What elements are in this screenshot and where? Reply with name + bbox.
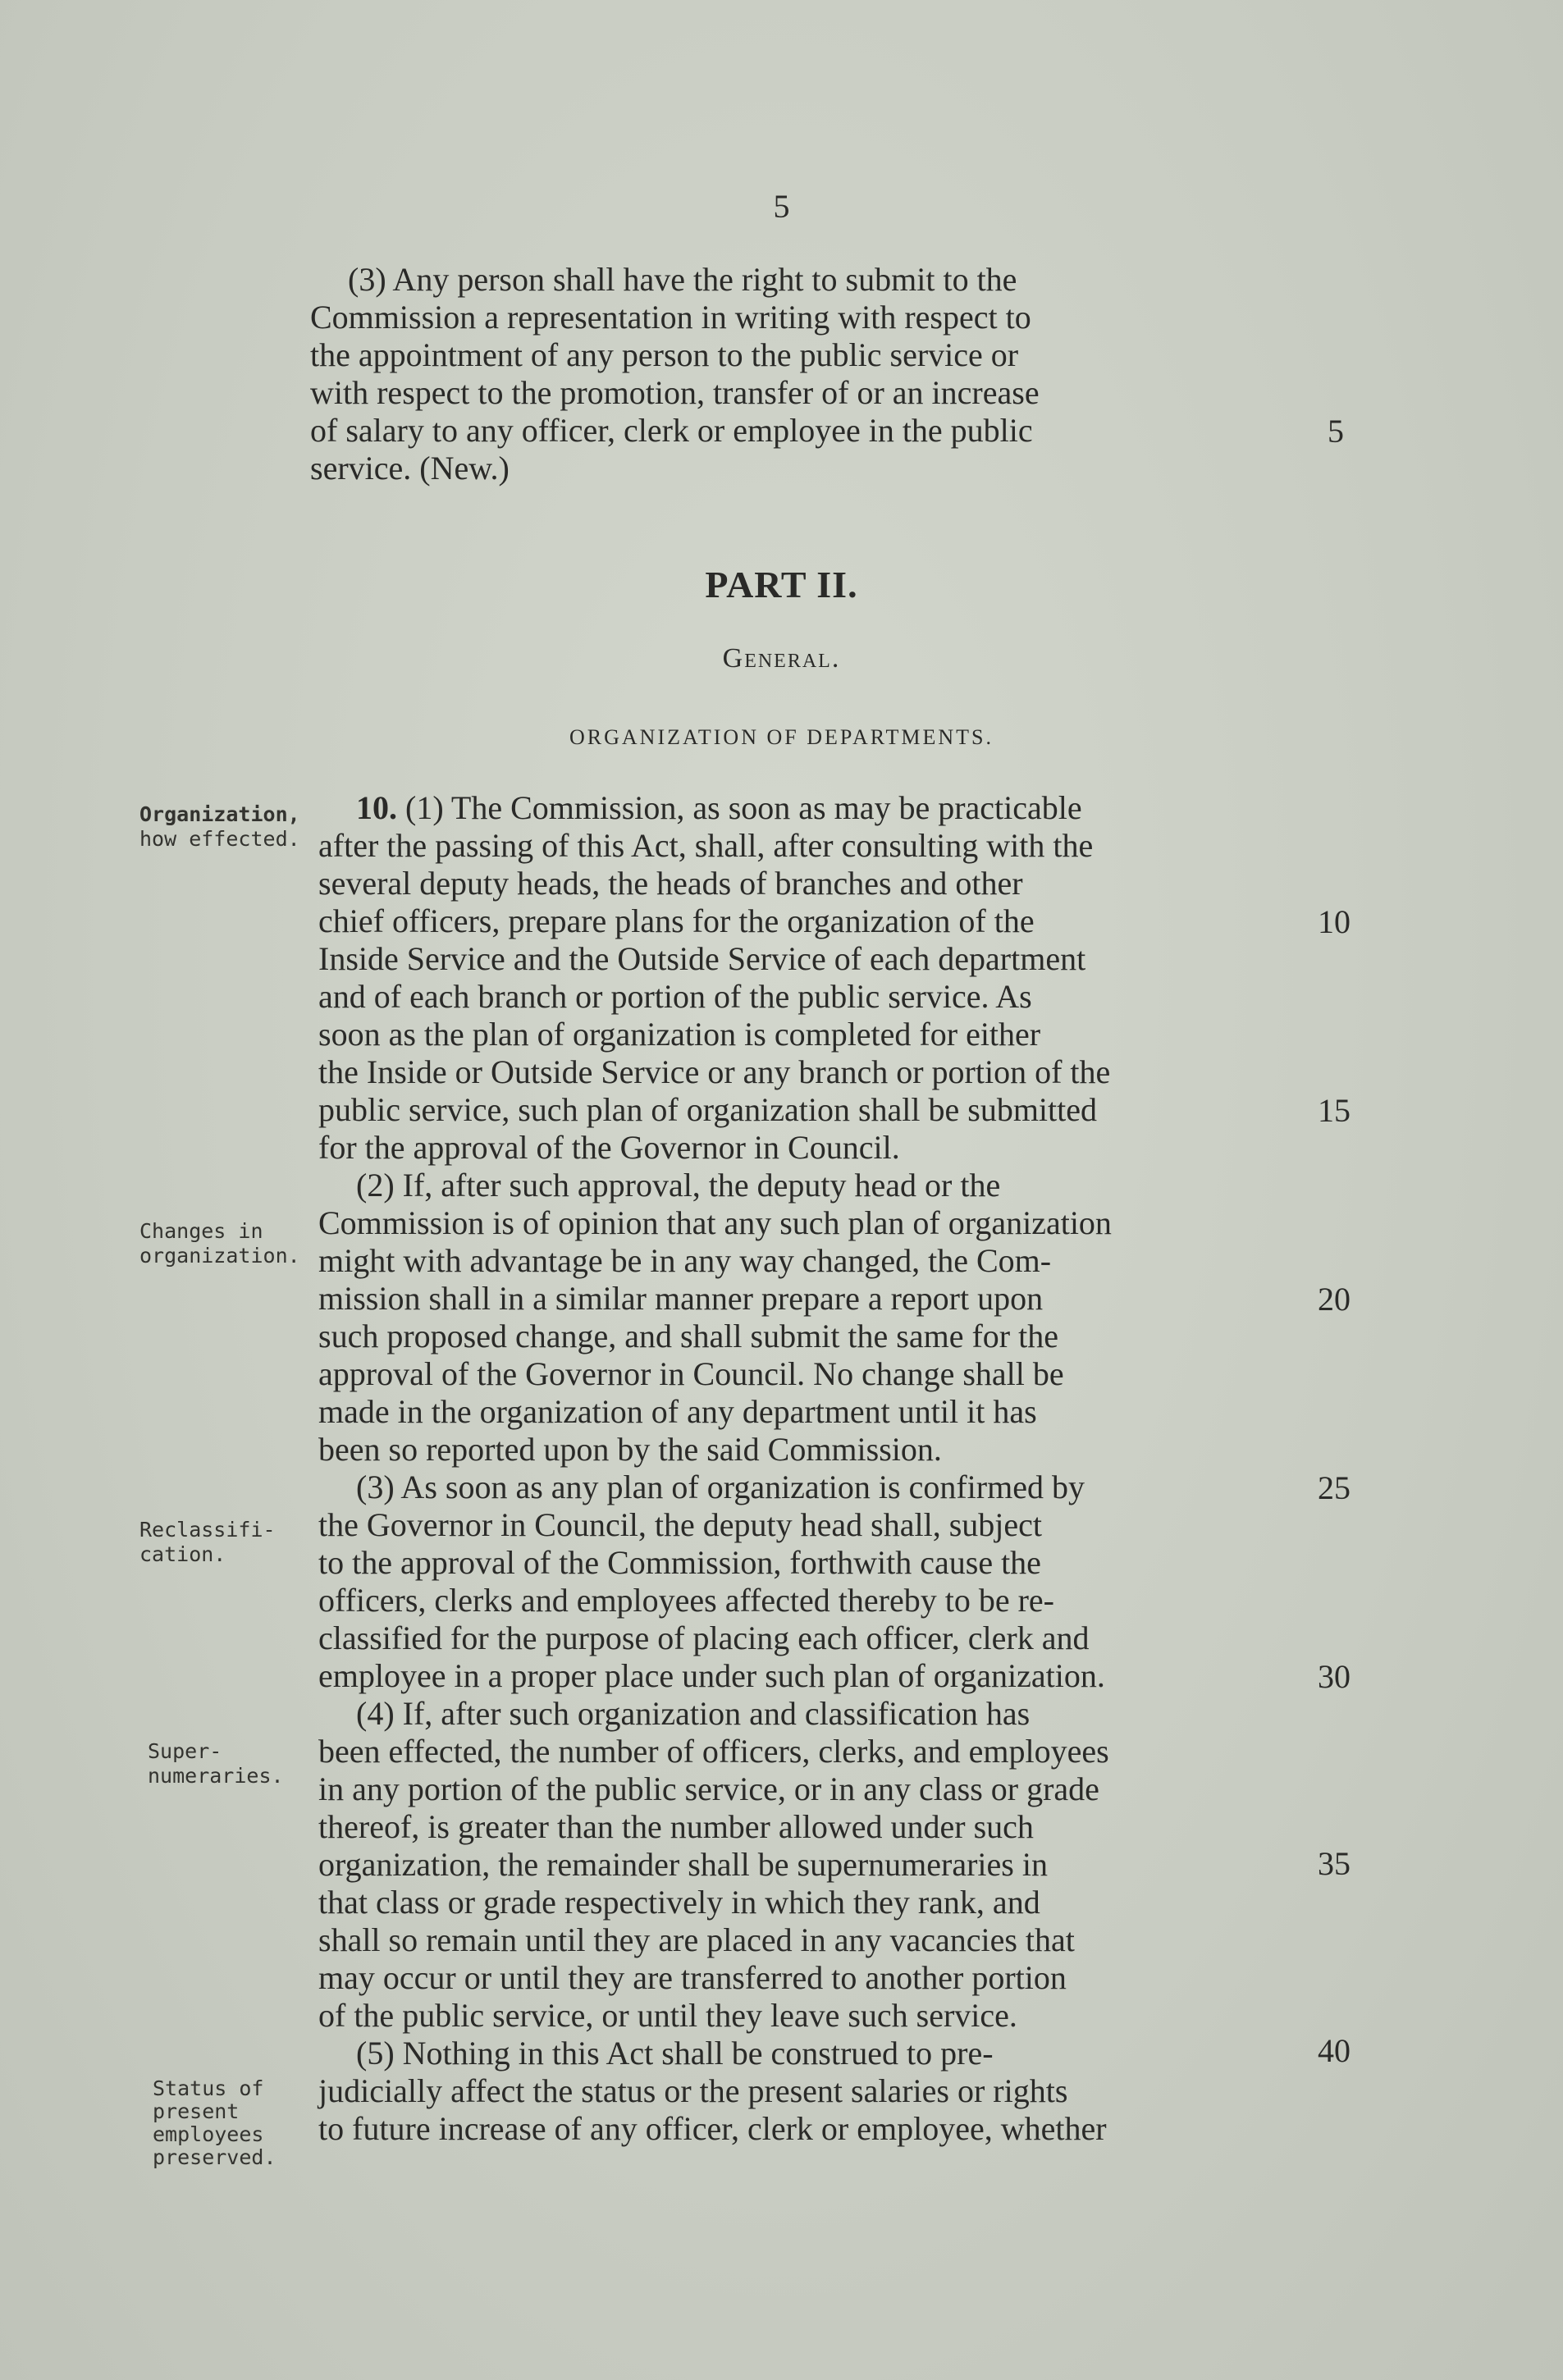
page-number: 5 bbox=[773, 188, 790, 225]
text-line: officers, clerks and employees affected thereby to be re- bbox=[318, 1582, 1054, 1619]
section-10-body bbox=[318, 789, 1303, 2148]
text-line: been effected, the number of officers, clerks, and employees bbox=[318, 1733, 1109, 1770]
text-line bbox=[318, 789, 1303, 827]
text-line: with respect to the promotion, transfer of or an increase bbox=[310, 374, 1040, 411]
margin-note-line: present bbox=[153, 2099, 240, 2123]
section-number: 10. bbox=[356, 789, 397, 826]
line-number: 20 bbox=[1318, 1281, 1350, 1318]
text-line: after the passing of this Act, shall, after consulting with the bbox=[318, 827, 1094, 864]
margin-note-line: cation. bbox=[139, 1542, 226, 1566]
text-line: Inside Service and the Outside Service of each department bbox=[318, 940, 1086, 977]
text-line: Commission is of opinion that any such plan of organization bbox=[318, 1204, 1112, 1241]
line-number: 25 bbox=[1318, 1469, 1350, 1506]
margin-note-line: numeraries. bbox=[148, 1764, 284, 1788]
section-first-line: (1) The Commission, as soon as may be practicable bbox=[397, 789, 1082, 826]
text-line: public service, such plan of organization shall be submitted bbox=[318, 1091, 1098, 1128]
text-line: to the approval of the Commission, forthwith cause the bbox=[318, 1544, 1041, 1581]
text-line: been so reported upon by the said Commission. bbox=[318, 1431, 942, 1468]
margin-note-supernumeraries bbox=[148, 1739, 312, 1788]
text-line: chief officers, prepare plans for the organization of the bbox=[318, 902, 1035, 939]
margin-note-line: Status of bbox=[153, 2076, 264, 2100]
text-line: mission shall in a similar manner prepare a report upon bbox=[318, 1280, 1044, 1317]
text-line: that class or grade respectively in which they rank, and bbox=[318, 1884, 1040, 1921]
line-number: 30 bbox=[1318, 1658, 1350, 1695]
margin-note-line: Reclassifi- bbox=[139, 1518, 276, 1542]
margin-note-changes bbox=[139, 1219, 304, 1268]
text-line: organization, the remainder shall be supernumeraries in bbox=[318, 1846, 1048, 1883]
text-line: (4) If, after such organization and classification has bbox=[356, 1695, 1031, 1732]
text-line: might with advantage be in any way changed, the Com- bbox=[318, 1242, 1052, 1279]
margin-note-line: Organization, bbox=[139, 802, 300, 826]
text-line: soon as the plan of organization is completed for either bbox=[318, 1016, 1041, 1053]
margin-note-line: Super- bbox=[148, 1739, 222, 1763]
text-line: Commission a representation in writing with respect to bbox=[310, 299, 1031, 336]
margin-note-line: preserved. bbox=[153, 2145, 276, 2169]
text-line: employee in a proper place under such plan of organization. bbox=[318, 1657, 1105, 1694]
text-line: to future increase of any officer, clerk or employee, whether bbox=[318, 2110, 1107, 2147]
general-heading: General. bbox=[722, 643, 841, 674]
text-line: and of each branch or portion of the public service. As bbox=[318, 978, 1032, 1015]
text-line: the Inside or Outside Service or any branch or portion of the bbox=[318, 1053, 1111, 1090]
margin-note-line: employees bbox=[153, 2122, 264, 2146]
text-line: of salary to any officer, clerk or employee in the public bbox=[310, 412, 1033, 449]
line-number: 10 bbox=[1318, 903, 1350, 940]
margin-note-status bbox=[153, 2077, 317, 2169]
part-heading: PART II. bbox=[705, 564, 858, 605]
text-line: approval of the Governor in Council. No change shall be bbox=[318, 1355, 1064, 1392]
text-line: the Governor in Council, the deputy head shall, subject bbox=[318, 1506, 1043, 1543]
margin-note-reclassification bbox=[139, 1518, 304, 1567]
line-number: 5 bbox=[1328, 413, 1344, 450]
text-line: (5) Nothing in this Act shall be construed to pre- bbox=[356, 2035, 994, 2072]
text-line: shall so remain until they are placed in any vacancies that bbox=[318, 1921, 1075, 1958]
margin-note-line: how effected. bbox=[139, 827, 300, 851]
margin-note-organization bbox=[139, 802, 304, 852]
text-line: (3) Any person shall have the right to submit to the bbox=[348, 261, 1017, 298]
line-number: 40 bbox=[1318, 2032, 1350, 2069]
text-line: for the approval of the Governor in Council. bbox=[318, 1129, 900, 1166]
line-number: 15 bbox=[1318, 1092, 1350, 1129]
text-line: service. (New.) bbox=[310, 450, 510, 487]
text-line: classified for the purpose of placing each officer, clerk and bbox=[318, 1619, 1090, 1656]
line-number: 35 bbox=[1318, 1845, 1350, 1882]
intro-paragraph bbox=[310, 261, 1295, 487]
text-line: thereof, is greater than the number allowed under such bbox=[318, 1808, 1034, 1845]
margin-note-line: organization. bbox=[139, 1244, 300, 1268]
text-line: may occur or until they are transferred to another portion bbox=[318, 1959, 1067, 1996]
text-line: the appointment of any person to the public service or bbox=[310, 336, 1019, 373]
text-line: several deputy heads, the heads of branches and other bbox=[318, 865, 1023, 902]
text-line: of the public service, or until they leave such service. bbox=[318, 1997, 1017, 2034]
text-line: judicially affect the status or the present salaries or rights bbox=[318, 2072, 1068, 2109]
text-line: in any portion of the public service, or in any class or grade bbox=[318, 1770, 1099, 1807]
text-line: (2) If, after such approval, the deputy head or the bbox=[356, 1167, 1001, 1204]
text-line: (3) As soon as any plan of organization is confirmed by bbox=[356, 1469, 1085, 1505]
text-line: such proposed change, and shall submit the same for the bbox=[318, 1318, 1058, 1354]
text-line: made in the organization of any department until it has bbox=[318, 1393, 1037, 1430]
margin-note-line: Changes in bbox=[139, 1219, 263, 1243]
section-heading: ORGANIZATION OF DEPARTMENTS. bbox=[569, 725, 994, 749]
